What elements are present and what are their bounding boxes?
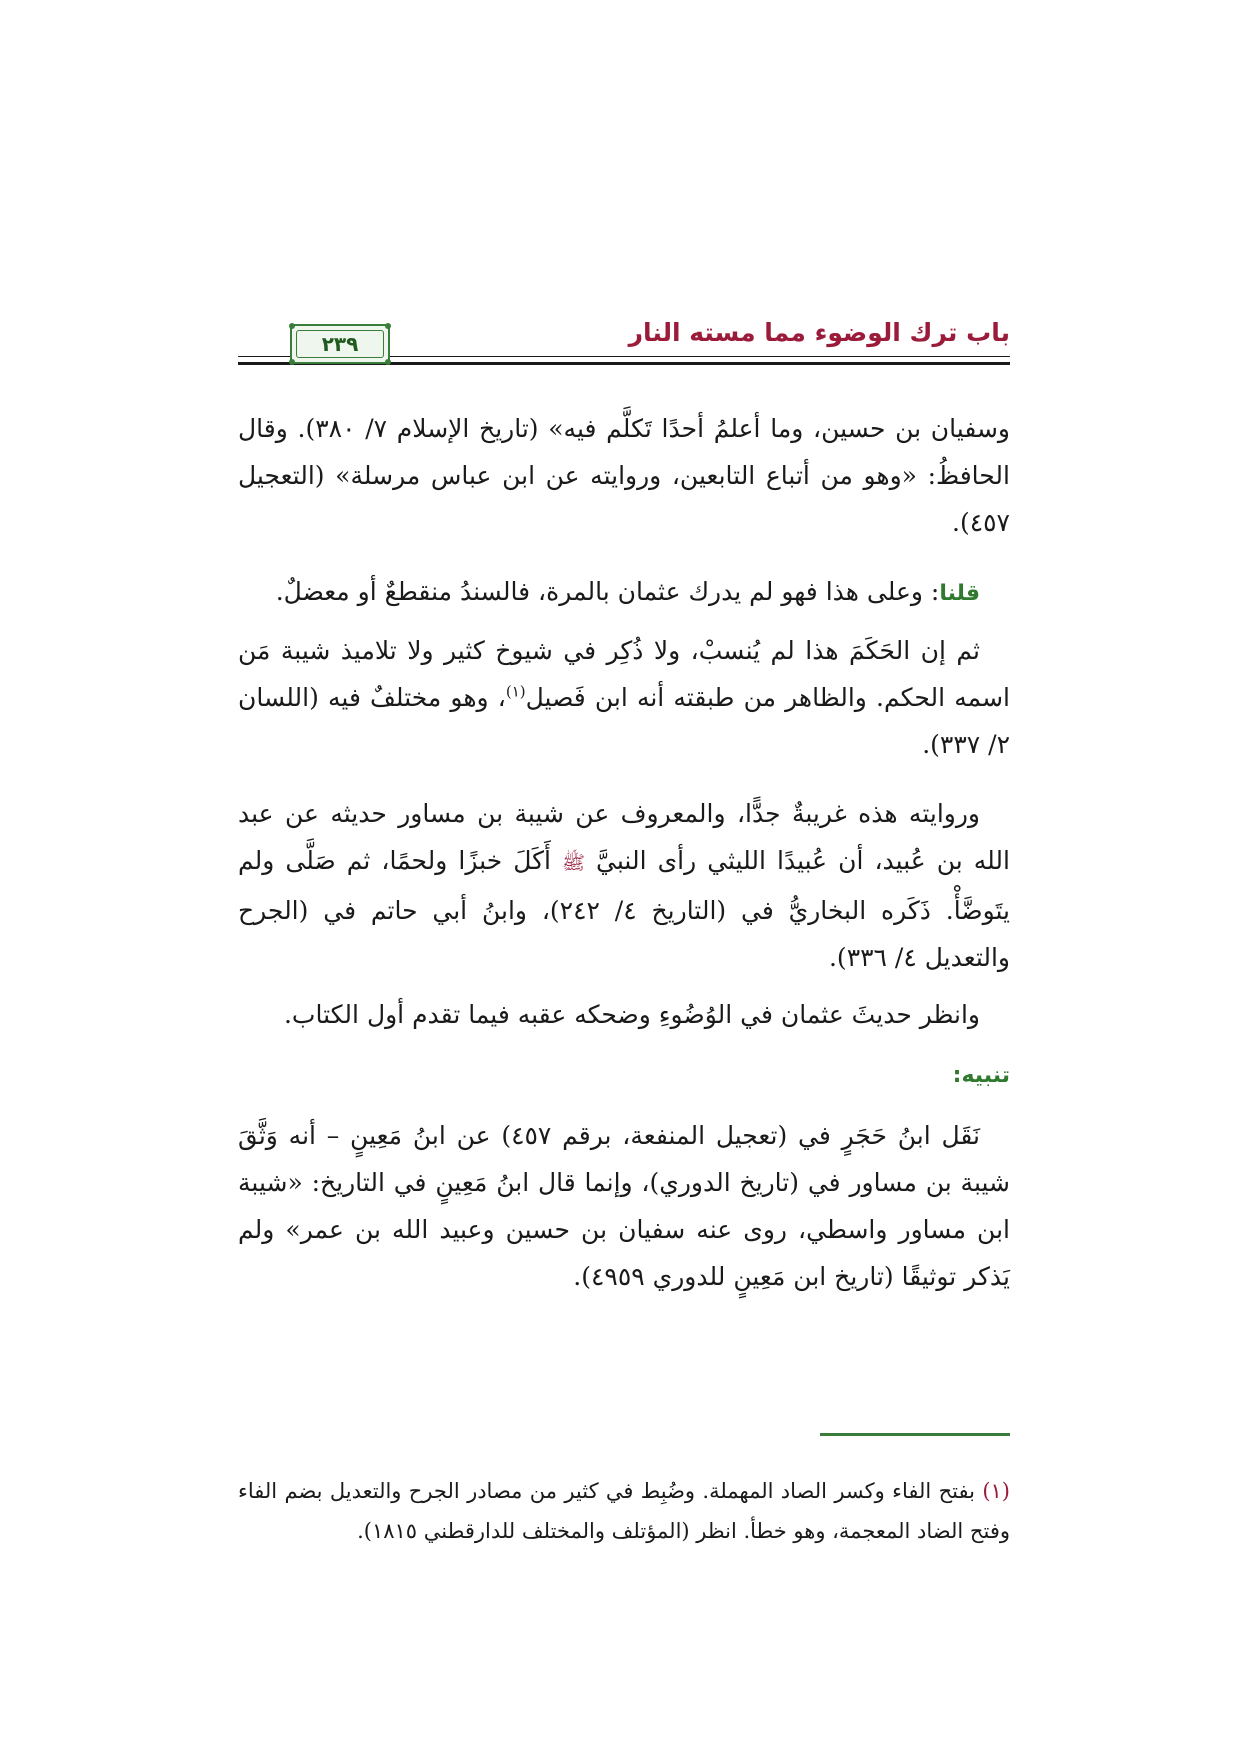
page-number: ٢٣٩ — [321, 332, 359, 356]
footnote-reference: (١) — [505, 682, 526, 701]
frame-ornament — [289, 323, 295, 329]
footnote — [238, 1471, 1010, 1551]
paragraph-2 — [238, 568, 1010, 617]
page-header — [238, 318, 1010, 378]
paragraph-4 — [238, 790, 1010, 981]
paragraph-3 — [238, 627, 1010, 768]
paragraph-4-text-a: وروايته هذه غريبةٌ جدًّا، والمعروف عن شيبة بن مساور حديثه عن عبد الله بن عُبيد، أن عُبيدًا الليثي رأى النبيَّ — [238, 799, 1010, 875]
paragraph-5: وانظر حديثَ عثمان في الوُضُوءِ وضحكه عقبه فيما تقدم أول الكتاب. — [283, 1000, 980, 1029]
chapter-title: باب ترك الوضوء مما مسته النار — [628, 318, 1010, 347]
footnote-number: (١) — [982, 1479, 1010, 1503]
paragraph-3-text-b: ، وهو مختلفٌ فيه (اللسان ٢/ ٣٣٧). — [238, 683, 1010, 759]
paragraph-6: نَقَل ابنُ حَجَرٍ في (تعجيل المنفعة، برقم ٤٥٧) عن ابنُ مَعِينٍ – أنه وَثَّقَ شيبة بن مساور في (تاريخ الدوري)، وإنما قال ابنُ مَعِينٍ في التاريخ: «شيبة ابن مساور واسطي، روى عنه سفيان بن حسين وعبيد الله بن عمر» ولم يَذكر توثيقًا (تاريخ ابن مَعِينٍ للدوري ٤٩٥٩). — [238, 1121, 1010, 1291]
tanbih-heading: تنبيه: — [952, 1063, 1010, 1088]
frame-ornament — [289, 359, 295, 365]
paragraph-4-text-b: أَكَلَ خبزًا ولحمًا، ثم صَلَّى ولم يتَوضَّأْ. ذَكَره البخاريُّ في (التاريخ ٤/ ٢٤٢)، وابنُ أبي حاتم في (الجرح والتعديل ٤/ ٣٣٦). — [238, 846, 1010, 972]
footnote-separator — [820, 1433, 1010, 1436]
footnote-text: بفتح الفاء وكسر الصاد المهملة. وضُبِط في كثير من مصادر الجرح والتعديل بضم الفاء وفتح الضاد المعجمة، وهو خطأ. انظر (المؤتلف والمختلف للدارقطني ١٨١٥). — [238, 1479, 1010, 1543]
frame-ornament — [385, 359, 391, 365]
paragraph-1: وسفيان بن حسين، وما أعلمُ أحدًا تَكلَّم فيه» (تاريخ الإسلام ٧/ ٣٨٠). وقال الحافظُ: «وهو من أتباع التابعين، وروايته عن ابن عباس مرسلة» (التعجيل ٤٥٧). — [238, 414, 1010, 537]
frame-ornament — [385, 323, 391, 329]
qulna-label: قلنا — [939, 581, 980, 606]
main-text — [238, 405, 1010, 1300]
paragraph-3-text-a: ثم إن الحَكَمَ هذا لم يُنسبْ، ولا ذُكِر في شيوخ كثير ولا تلاميذ شيبة مَن اسمه الحكم. والظاهر من طبقته أنه ابن فَصيل — [238, 636, 1011, 712]
salawat-glyph: ﷺ — [562, 852, 585, 874]
paragraph-2-text: : وعلى هذا فهو لم يدرك عثمان بالمرة، فالسندُ منقطعٌ أو معضلٌ. — [275, 577, 940, 606]
page-number-frame — [290, 324, 390, 364]
